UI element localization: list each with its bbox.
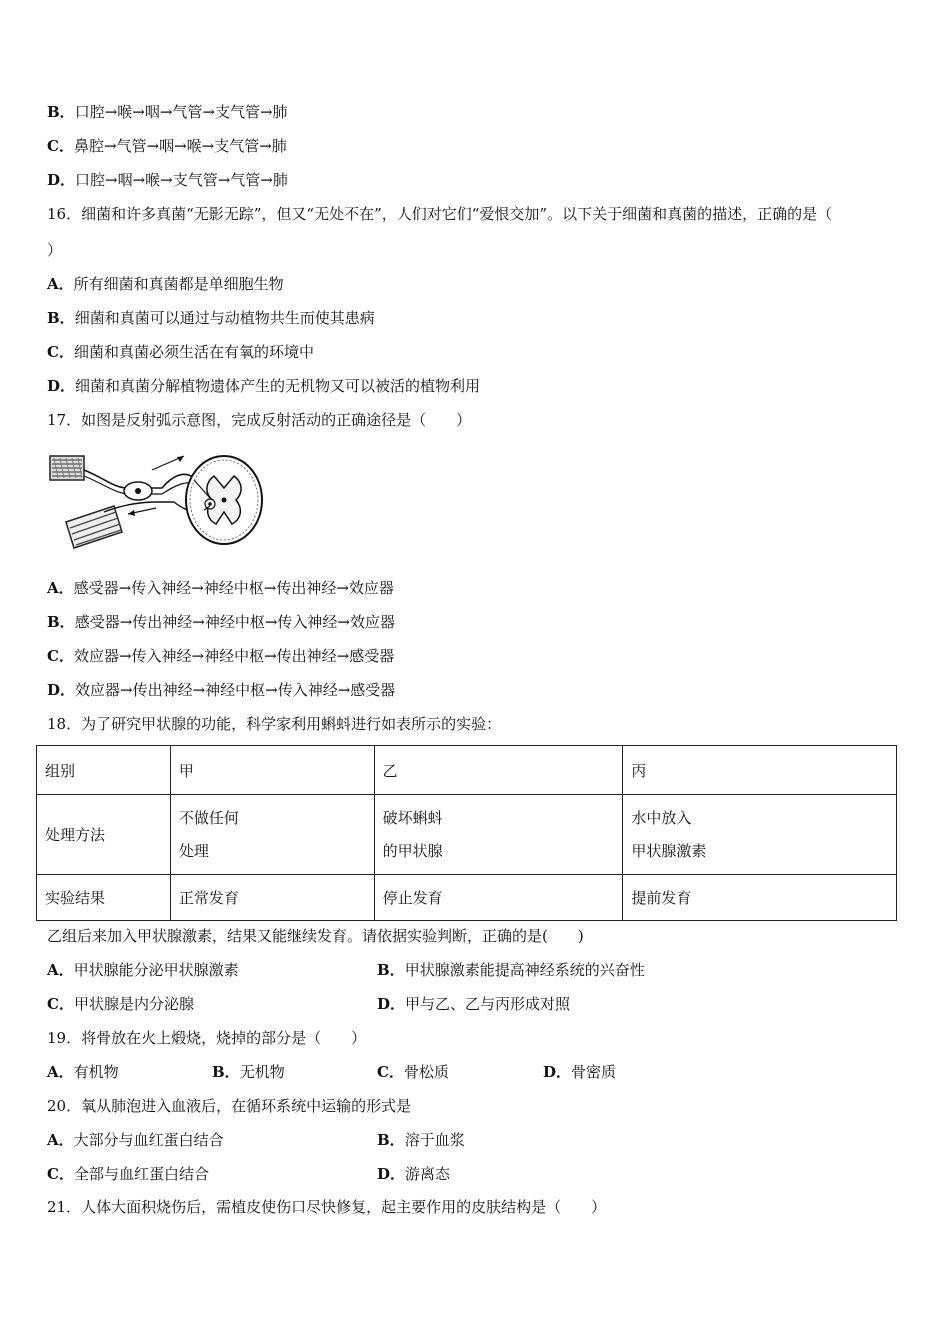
q17-option-a <box>47 578 394 598</box>
q16-option-c <box>47 342 314 362</box>
option-text: 骨松质 <box>403 1063 449 1081</box>
option-label: D． <box>47 681 76 699</box>
q16-stem-close: ） <box>47 241 63 259</box>
option-text: 所有细菌和真菌都是单细胞生物 <box>73 275 284 293</box>
option-text: 游离态 <box>405 1165 451 1183</box>
table-cell <box>374 795 623 875</box>
option-text: 骨密质 <box>571 1063 617 1081</box>
q21-stem: 21．人体大面积烧伤后，需植皮使伤口尽快修复，起主要作用的皮肤结构是（ ） <box>47 1198 607 1216</box>
q18-after-text: 乙组后来加入甲状腺激素，结果又能继续发育。请依据实验判断，正确的是( ) <box>47 927 584 945</box>
option-text: 口腔→咽→喉→支气管→气管→肺 <box>75 171 288 189</box>
q17-option-b <box>47 612 395 632</box>
option-text: 感受器→传出神经→神经中枢→传入神经→效应器 <box>74 613 395 631</box>
table-cell: 停止发育 <box>374 875 623 921</box>
q16-option-b <box>47 308 375 328</box>
option-label: C． <box>377 1063 404 1081</box>
option-label: A． <box>47 275 74 293</box>
option-label: D． <box>377 1165 406 1183</box>
q20-option-a <box>47 1130 224 1150</box>
option-text: 甲与乙、乙与丙形成对照 <box>405 995 571 1013</box>
cell-line: 不做任何 <box>178 808 239 827</box>
q18-option-b <box>377 960 645 980</box>
table-row <box>37 795 897 875</box>
option-text: 效应器→传入神经→神经中枢→传出神经→感受器 <box>73 647 395 665</box>
q18-option-d <box>377 994 570 1014</box>
header-cell: 丙 <box>623 746 897 795</box>
option-label: C． <box>47 995 74 1013</box>
option-text: 细菌和真菌分解植物遗体产生的无机物又可以被活的植物利用 <box>75 377 481 395</box>
option-text: 甲状腺是内分泌腺 <box>73 995 194 1013</box>
effector-icon <box>66 506 122 548</box>
header-cell: 组别 <box>37 746 171 795</box>
header-cell: 甲 <box>170 746 374 795</box>
option-label: A． <box>47 579 74 597</box>
q20-option-b <box>377 1130 465 1150</box>
row-label: 实验结果 <box>37 875 171 921</box>
q18-option-a <box>47 960 239 980</box>
q19-option-a <box>47 1062 119 1082</box>
cell-line: 甲状腺激素 <box>631 841 707 860</box>
option-label: A． <box>47 961 74 979</box>
option-text: 无机物 <box>239 1063 285 1081</box>
option-label: A． <box>47 1131 74 1149</box>
option-label: B． <box>377 961 405 979</box>
q18-option-c <box>47 994 194 1014</box>
cell-line: 水中放入 <box>631 808 692 827</box>
option-label: B． <box>47 309 75 327</box>
q15-option-c <box>47 136 287 156</box>
q20-option-d <box>377 1164 450 1184</box>
option-text: 全部与血红蛋白结合 <box>73 1165 209 1183</box>
q17-option-d <box>47 680 395 700</box>
reflex-arc-figure <box>44 448 266 562</box>
table-cell: 正常发育 <box>170 875 374 921</box>
option-label: C． <box>47 1165 74 1183</box>
q16-option-d <box>47 376 480 396</box>
option-label: B． <box>47 613 75 631</box>
table-cell <box>170 795 374 875</box>
option-text: 效应器→传出神经→神经中枢→传入神经→感受器 <box>75 681 396 699</box>
row-label: 处理方法 <box>37 795 171 875</box>
option-text: 甲状腺能分泌甲状腺激素 <box>73 961 239 979</box>
q19-option-d <box>543 1062 616 1082</box>
q20-option-c <box>47 1164 209 1184</box>
q16-option-a <box>47 274 284 294</box>
q19-option-c <box>377 1062 449 1082</box>
q17-option-c <box>47 646 394 666</box>
option-label: C． <box>47 647 74 665</box>
cell-line: 的甲状腺 <box>382 841 443 860</box>
option-text: 甲状腺激素能提高神经系统的兴奋性 <box>404 961 645 979</box>
option-text: 感受器→传入神经→神经中枢→传出神经→效应器 <box>73 579 394 597</box>
table-cell: 提前发育 <box>623 875 897 921</box>
option-label: C． <box>47 137 74 155</box>
option-text: 细菌和真菌可以通过与动植物共生而使其患病 <box>74 309 375 327</box>
table-row <box>37 875 897 921</box>
option-label: D． <box>543 1063 572 1081</box>
option-label: B． <box>212 1063 240 1081</box>
option-label: A． <box>47 1063 74 1081</box>
option-label: D． <box>377 995 406 1013</box>
option-label: B． <box>47 103 75 121</box>
option-text: 鼻腔→气管→咽→喉→支气管→肺 <box>73 137 287 155</box>
q15-option-d <box>47 170 288 190</box>
q18-stem: 18．为了研究甲状腺的功能，科学家利用蝌蚪进行如表所示的实验： <box>47 715 502 733</box>
cell-line: 破坏蝌蚪 <box>382 808 443 827</box>
table-header-row <box>37 746 897 795</box>
option-label: D． <box>47 377 76 395</box>
q19-option-b <box>212 1062 285 1082</box>
table-cell <box>623 795 897 875</box>
option-label: C． <box>47 343 74 361</box>
q19-stem: 19．将骨放在火上煅烧，烧掉的部分是（ ） <box>47 1029 367 1047</box>
cell-line: 处理 <box>178 841 209 860</box>
option-text: 大部分与血红蛋白结合 <box>73 1131 224 1149</box>
option-text: 溶于血浆 <box>404 1131 465 1149</box>
spinal-cord-icon <box>186 456 262 544</box>
option-text: 有机物 <box>73 1063 119 1081</box>
option-text: 口腔→喉→咽→气管→支气管→肺 <box>74 103 288 121</box>
q16-stem: 16．细菌和许多真菌“无影无踪”，但又“无处不在”，人们对它们“爱恨交加”。以下关于细菌和真菌的描述，正确的是（ <box>47 205 833 223</box>
experiment-table <box>36 745 897 921</box>
option-label: B． <box>377 1131 405 1149</box>
receptor-icon <box>50 456 84 480</box>
q15-option-b <box>47 102 288 122</box>
q17-stem: 17．如图是反射弧示意图，完成反射活动的正确途径是（ ） <box>47 411 472 429</box>
option-text: 细菌和真菌必须生活在有氧的环境中 <box>73 343 314 361</box>
option-label: D． <box>47 171 76 189</box>
header-cell: 乙 <box>374 746 623 795</box>
q20-stem: 20．氧从肺泡进入血液后，在循环系统中运输的形式是 <box>47 1097 412 1115</box>
